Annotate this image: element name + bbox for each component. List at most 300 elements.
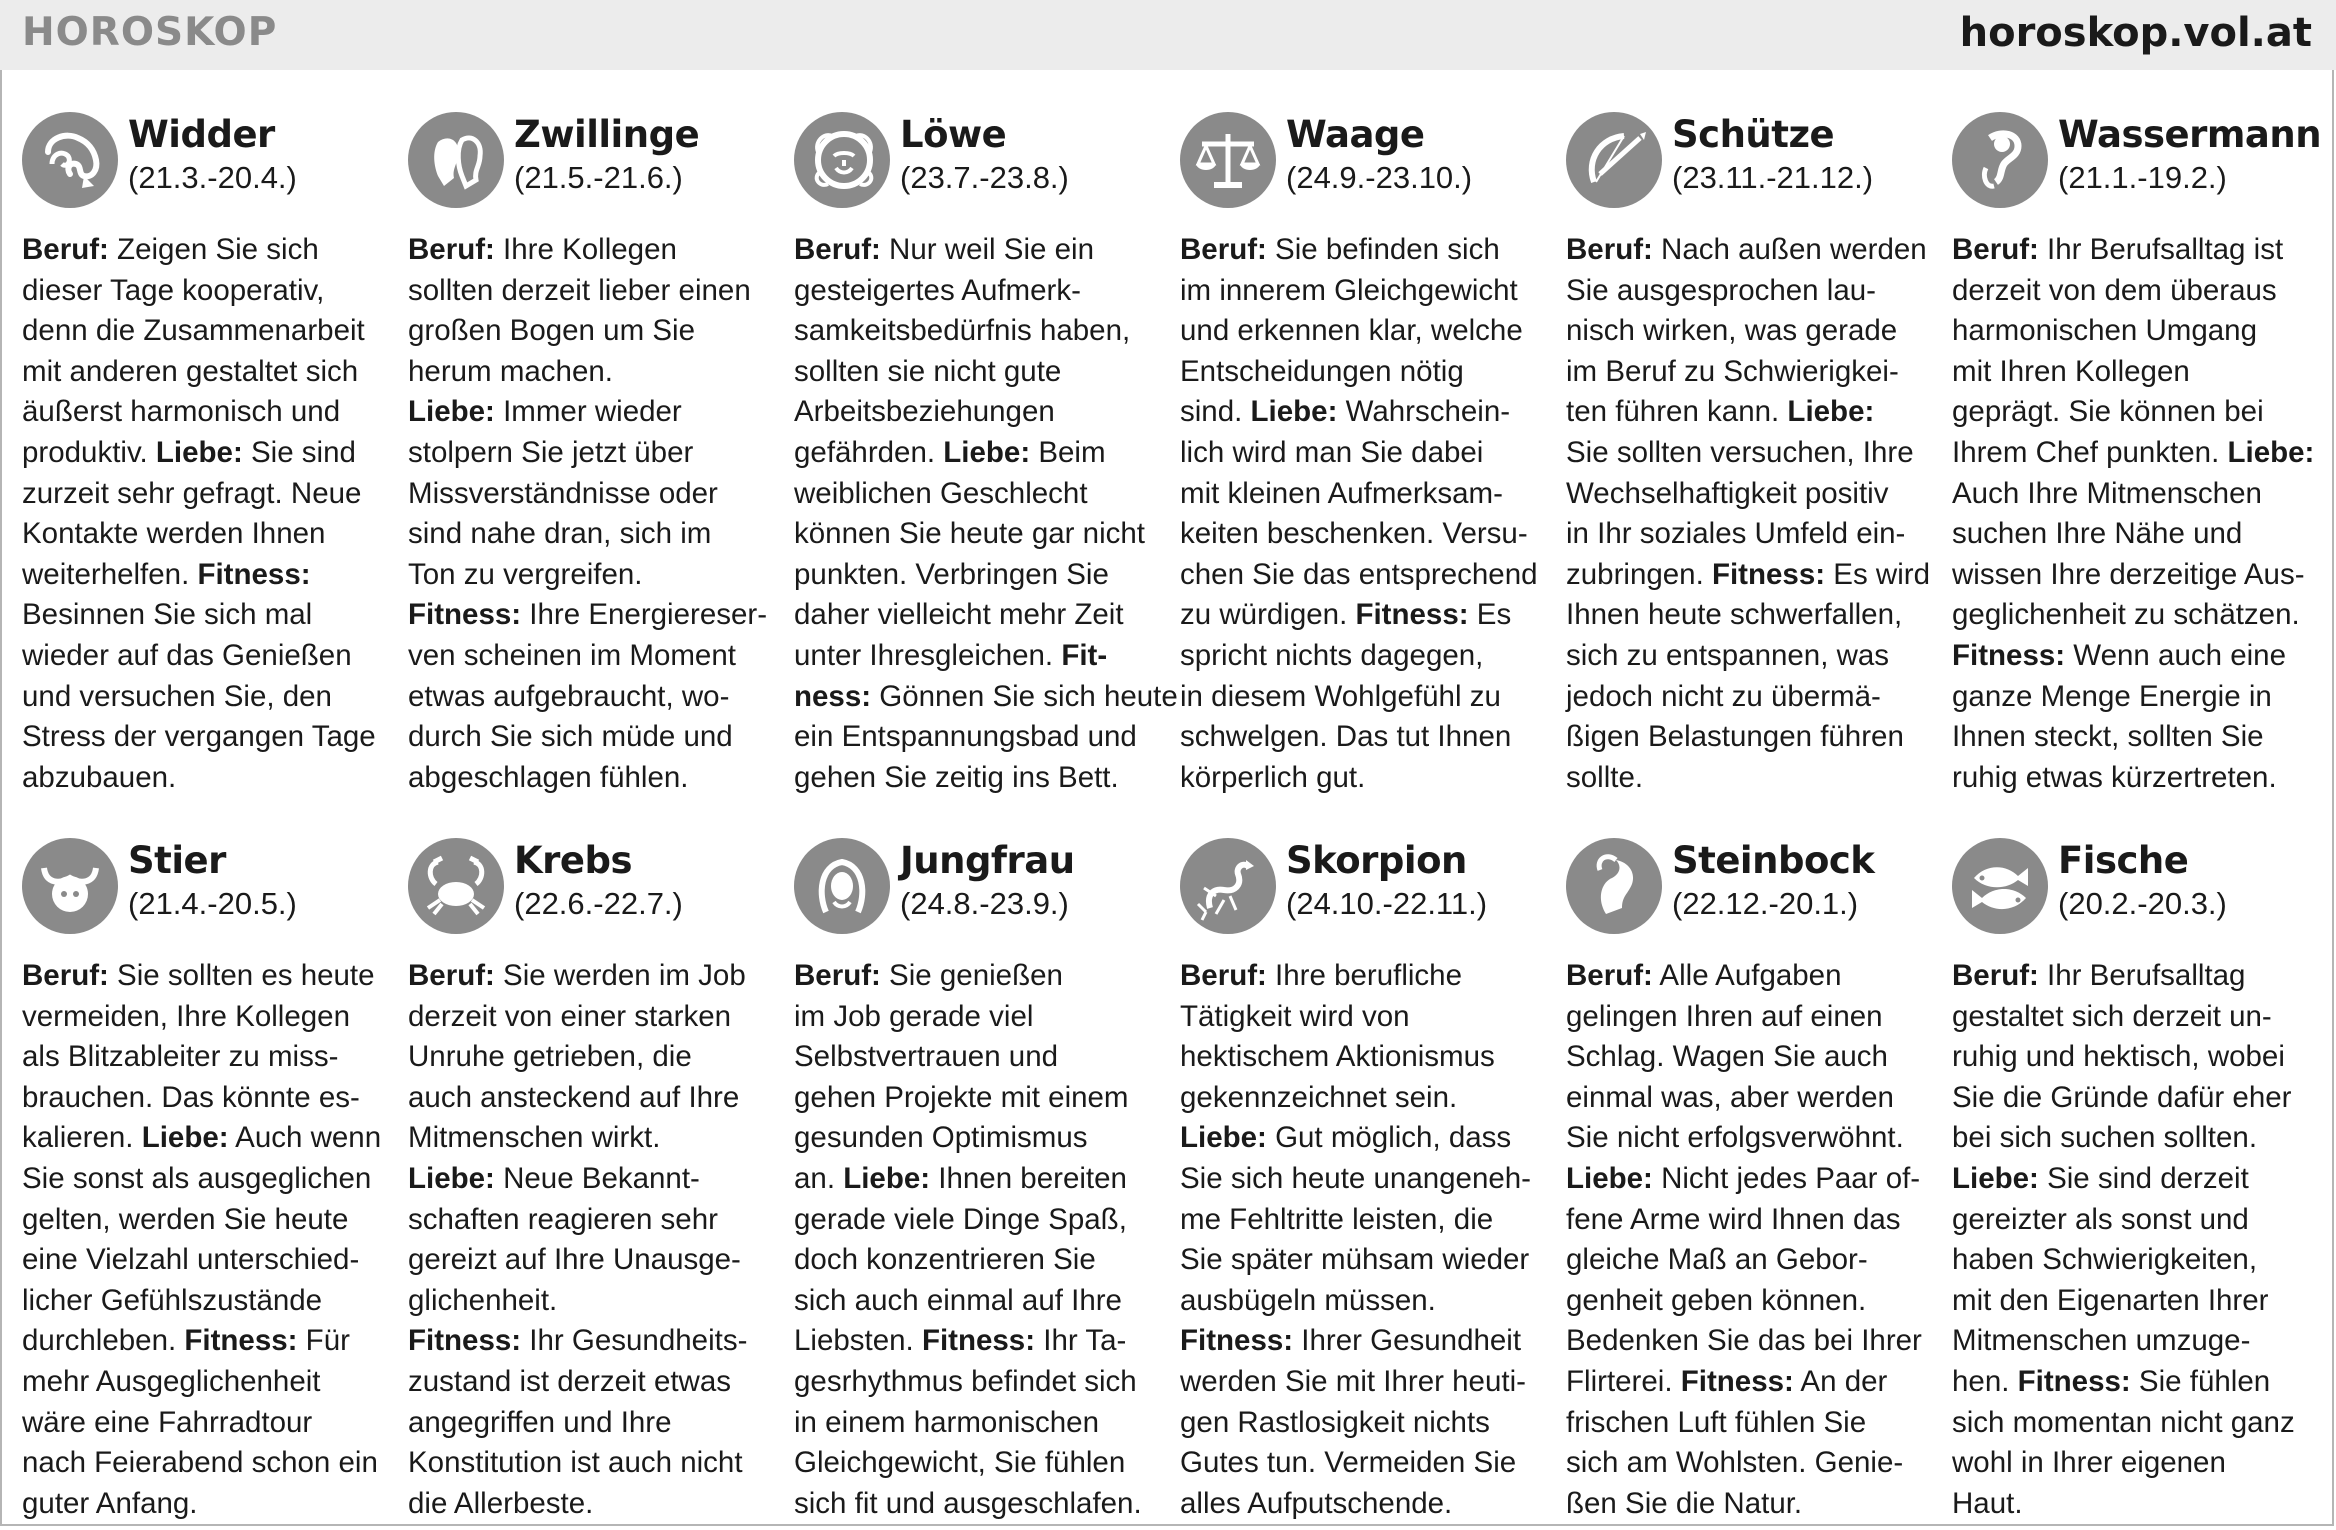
text-line <box>22 311 386 352</box>
text-segment: Es <box>1468 598 1512 632</box>
text-segment: Ihnen heute schwerfallen, <box>1566 598 1903 632</box>
text-line <box>408 758 772 799</box>
sign-name: Schütze <box>1672 113 1835 156</box>
text-segment: brauchen. Das könnte es- <box>22 1080 360 1114</box>
text-segment: einmal was, aber werden <box>1566 1080 1894 1114</box>
text-line <box>1180 717 1544 758</box>
text-segment: Ton zu vergreifen. <box>408 557 643 591</box>
text-segment: ven scheinen im Moment <box>408 638 736 672</box>
text-line <box>22 1159 386 1200</box>
page-header <box>0 0 2336 70</box>
text-segment: Sie sich heute unangeneh- <box>1180 1161 1531 1195</box>
text-line <box>22 474 386 515</box>
text-line <box>1952 1321 2316 1362</box>
text-segment: mit anderen gestaltet sich <box>22 354 359 388</box>
section-label: Liebe: <box>1952 1161 2039 1195</box>
horoscope-text <box>1180 230 1544 798</box>
text-segment: geglichenheit zu schätzen. <box>1952 598 2300 632</box>
text-line <box>408 997 772 1038</box>
text-line <box>794 1159 1158 1200</box>
text-segment: guter Anfang. <box>22 1486 198 1520</box>
text-line <box>408 1484 772 1525</box>
text-line <box>1180 1200 1544 1241</box>
page-title: HOROSKOP <box>22 10 278 55</box>
text-segment: Wenn auch eine <box>2065 638 2286 672</box>
text-line <box>794 595 1158 636</box>
text-segment: Wechselhaftigkeit positiv <box>1566 476 1889 510</box>
sign-dates: (24.10.-22.11.) <box>1286 886 1488 921</box>
text-line <box>1180 474 1544 515</box>
text-line <box>1566 1118 1930 1159</box>
text-line <box>22 230 386 271</box>
text-segment: Sie werden im Job <box>494 959 746 992</box>
text-segment: gerade viele Dinge Spaß, <box>794 1202 1127 1236</box>
text-line <box>1566 230 1930 271</box>
text-segment: spricht nichts dagegen, <box>1180 638 1484 672</box>
sign-dates: (24.9.-23.10.) <box>1286 160 1473 195</box>
text-segment: wieder auf das Genießen <box>22 638 352 672</box>
text-line <box>1180 758 1544 799</box>
text-line <box>408 352 772 393</box>
text-line <box>794 956 1158 997</box>
text-segment: Gutes tun. Vermeiden Sie <box>1180 1446 1517 1480</box>
text-line <box>1566 758 1930 799</box>
text-segment: Nicht jedes Paar of- <box>1652 1161 1921 1195</box>
section-label: Fitness: <box>1680 1364 1794 1398</box>
text-line <box>22 392 386 433</box>
text-line <box>22 636 386 677</box>
text-segment: im innerem Gleichgewicht <box>1180 273 1518 307</box>
text-line <box>1180 1321 1544 1362</box>
text-segment: Arbeitsbeziehungen <box>794 395 1055 429</box>
text-segment: haben Schwierigkeiten, <box>1952 1243 2258 1277</box>
section-label: Fitness: <box>2017 1364 2131 1398</box>
goat-icon <box>1566 838 1662 934</box>
text-segment: Gut möglich, dass <box>1266 1121 1512 1155</box>
text-segment: gelten, werden Sie heute <box>22 1202 349 1236</box>
text-line <box>1952 392 2316 433</box>
text-segment: Gönnen Sie sich heute <box>871 679 1178 713</box>
text-line <box>794 1037 1158 1078</box>
sign-name: Fische <box>2058 839 2189 882</box>
text-segment: Konstitution ist auch nicht <box>408 1446 743 1480</box>
text-segment: An der <box>1793 1364 1888 1398</box>
section-label: Beruf: <box>1566 959 1653 992</box>
text-line <box>408 1118 772 1159</box>
text-line <box>408 230 772 271</box>
text-segment: in einem harmonischen <box>794 1405 1099 1439</box>
text-line <box>408 474 772 515</box>
text-line <box>794 1200 1158 1241</box>
sign-name: Zwillinge <box>514 113 700 156</box>
horoscope-text <box>408 230 772 798</box>
text-segment: Flirterei. <box>1566 1364 1681 1398</box>
text-segment: Schlag. Wagen Sie auch <box>1566 1040 1888 1074</box>
text-segment: ein Entspannungsbad und <box>794 720 1137 754</box>
sign-dates: (20.2.-20.3.) <box>2058 886 2227 921</box>
text-segment: doch konzentrieren Sie <box>794 1243 1096 1277</box>
text-line <box>1952 717 2316 758</box>
text-segment: Auch Ihre Mitmenschen <box>1952 476 2262 510</box>
horoscope-text <box>1566 230 1930 798</box>
text-segment: körperlich gut. <box>1180 760 1366 794</box>
text-segment: Gleichgewicht, Sie fühlen <box>794 1446 1126 1480</box>
text-line <box>1566 311 1930 352</box>
text-segment: gereizter als sonst und <box>1952 1202 2249 1236</box>
section-label: Beruf: <box>1952 233 2039 266</box>
text-line <box>408 392 772 433</box>
text-line <box>794 474 1158 515</box>
text-line <box>22 1321 386 1362</box>
text-segment: zu würdigen. <box>1180 598 1356 632</box>
text-line <box>1566 1281 1930 1322</box>
text-line <box>408 677 772 718</box>
text-segment: mit den Eigenarten Ihrer <box>1952 1283 2269 1317</box>
sign-name: Waage <box>1286 113 1425 156</box>
text-segment: Bedenken Sie das bei Ihrer <box>1566 1324 1922 1358</box>
text-line <box>1952 271 2316 312</box>
section-label: Liebe: <box>843 1161 931 1195</box>
text-line <box>408 1362 772 1403</box>
text-segment: frischen Luft fühlen Sie <box>1566 1405 1867 1439</box>
text-segment: und versuchen Sie, den <box>22 679 332 713</box>
text-segment: daher vielleicht mehr Zeit <box>794 598 1124 632</box>
text-segment: wohl in Ihrer eigenen <box>1952 1446 2226 1480</box>
text-line <box>1566 514 1930 555</box>
text-segment: sich auch einmal auf Ihre <box>794 1283 1122 1317</box>
text-line <box>1180 677 1544 718</box>
text-line <box>1180 1362 1544 1403</box>
text-line <box>408 636 772 677</box>
text-line <box>22 595 386 636</box>
text-line <box>794 1321 1158 1362</box>
text-line <box>22 758 386 799</box>
text-segment: nisch wirken, was gerade <box>1566 314 1898 348</box>
text-line <box>1566 1362 1930 1403</box>
text-segment: Für <box>297 1324 350 1358</box>
text-segment: sollte. <box>1566 760 1644 794</box>
text-segment: sich zu entspannen, was <box>1566 638 1890 672</box>
fish-icon <box>1952 838 2048 934</box>
section-label: Beruf: <box>408 233 495 266</box>
text-segment: weiterhelfen. <box>22 557 198 591</box>
section-label: Beruf: <box>22 959 109 992</box>
text-segment: sich am Wohlsten. Genie- <box>1566 1446 1904 1480</box>
text-segment: derzeit von einer starken <box>408 999 732 1033</box>
section-label: Beruf: <box>1180 233 1267 266</box>
text-line <box>1952 956 2316 997</box>
text-line <box>1952 636 2316 677</box>
horoscope-text <box>22 956 386 1524</box>
section-label: Fitness: <box>921 1324 1036 1358</box>
text-segment: harmonischen Umgang <box>1952 314 2257 348</box>
text-line <box>1180 392 1544 433</box>
text-line <box>1566 1484 1930 1525</box>
text-segment: stolpern Sie jetzt über <box>408 435 694 469</box>
text-segment: zustand ist derzeit etwas <box>408 1364 732 1398</box>
text-segment: fene Arme wird Ihnen das <box>1566 1202 1901 1236</box>
text-line <box>1952 352 2316 393</box>
text-line <box>794 230 1158 271</box>
text-segment: Sie sonst als ausgeglichen <box>22 1161 372 1195</box>
text-segment: Ihr Berufsalltag <box>2038 959 2246 992</box>
text-segment: sind. <box>1180 395 1251 429</box>
text-line <box>1180 271 1544 312</box>
sign-dates: (21.3.-20.4.) <box>128 160 297 195</box>
text-line <box>1180 1281 1544 1322</box>
text-segment: sollten derzeit lieber einen <box>408 273 751 307</box>
text-line <box>408 717 772 758</box>
text-segment: großen Bogen um Sie <box>408 314 695 348</box>
text-segment: ßen Sie die Natur. <box>1566 1486 1803 1520</box>
section-label: Fitness: <box>408 1324 522 1358</box>
text-segment: zurzeit sehr gefragt. Neue <box>22 476 362 510</box>
text-segment: an. <box>794 1161 844 1195</box>
text-segment: bei sich suchen sollten. <box>1952 1121 2258 1155</box>
text-segment: Ihr Berufsalltag ist <box>2038 233 2284 266</box>
text-line <box>408 1240 772 1281</box>
text-line <box>408 271 772 312</box>
text-segment: durch Sie sich müde und <box>408 720 733 754</box>
text-segment: gekennzeichnet sein. <box>1180 1080 1458 1114</box>
text-line <box>1952 1200 2316 1241</box>
text-segment: die Allerbeste. <box>408 1486 594 1520</box>
text-line <box>408 1200 772 1241</box>
text-line <box>1566 1240 1930 1281</box>
text-line <box>1952 433 2316 474</box>
section-label: Fitness: <box>197 557 311 591</box>
text-line <box>1180 555 1544 596</box>
text-line <box>794 997 1158 1038</box>
section-label: Beruf: <box>1180 959 1267 992</box>
text-segment: kalieren. <box>22 1121 142 1155</box>
text-segment: geprägt. Sie können bei <box>1952 395 2264 429</box>
text-segment: abzubauen. <box>22 760 177 794</box>
section-label: Liebe: <box>1250 395 1338 429</box>
text-line <box>408 1037 772 1078</box>
section-label: Liebe: <box>1787 395 1875 429</box>
text-segment: gehen Projekte mit einem <box>794 1080 1129 1114</box>
scales-icon <box>1180 112 1276 208</box>
text-line <box>22 1200 386 1241</box>
text-line <box>408 311 772 352</box>
text-line <box>1566 1321 1930 1362</box>
text-line <box>1952 1281 2316 1322</box>
text-segment: Ihre Kollegen <box>494 233 677 266</box>
section-label: Liebe: <box>1180 1121 1267 1155</box>
text-line <box>408 1078 772 1119</box>
section-label: Fitness: <box>184 1324 298 1358</box>
text-segment: Sie befinden sich <box>1266 233 1500 266</box>
text-segment: im Beruf zu Schwierigkei- <box>1566 354 1899 388</box>
text-line <box>794 392 1158 433</box>
text-line <box>1952 595 2316 636</box>
text-segment: gesunden Optimismus <box>794 1121 1088 1155</box>
text-line <box>794 1078 1158 1119</box>
text-line <box>1952 514 2316 555</box>
text-segment: gesrhythmus befindet sich <box>794 1364 1137 1398</box>
text-segment: ausbügeln müssen. <box>1180 1283 1436 1317</box>
text-line <box>1952 1118 2316 1159</box>
text-segment: Sie sollten es heute <box>108 959 375 992</box>
text-line <box>794 1403 1158 1444</box>
text-segment: suchen Ihre Nähe und <box>1952 517 2243 551</box>
site-url: horoskop.vol.at <box>1959 10 2312 56</box>
text-segment: Besinnen Sie sich mal <box>22 598 313 632</box>
text-line <box>1180 514 1544 555</box>
text-line <box>1180 997 1544 1038</box>
text-line <box>22 1281 386 1322</box>
text-line <box>794 758 1158 799</box>
text-segment: Neue Bekannt- <box>494 1161 700 1195</box>
text-line <box>1566 997 1930 1038</box>
text-segment: Mitmenschen umzuge- <box>1952 1324 2251 1358</box>
text-segment: Unruhe getrieben, die <box>408 1040 692 1074</box>
sign-dates: (22.12.-20.1.) <box>1672 886 1859 921</box>
text-segment: Mitmenschen wirkt. <box>408 1121 661 1155</box>
text-line <box>1952 1403 2316 1444</box>
text-line <box>408 433 772 474</box>
text-line <box>408 956 772 997</box>
section-label: Beruf: <box>794 233 881 266</box>
text-segment: im Job gerade viel <box>794 999 1034 1033</box>
text-segment: alles Aufputschende. <box>1180 1486 1453 1520</box>
text-segment: und erkennen klar, welche <box>1180 314 1523 348</box>
text-line <box>794 1118 1158 1159</box>
text-line <box>22 1078 386 1119</box>
text-segment: Ihr Ta- <box>1035 1324 1127 1358</box>
text-segment: eine Vielzahl unterschied- <box>22 1243 360 1277</box>
text-segment: Zeigen Sie sich <box>108 233 319 266</box>
text-segment: Sie die Gründe dafür eher <box>1952 1080 2292 1114</box>
text-segment: Sie genießen <box>880 959 1063 992</box>
text-segment: schwelgen. Das tut Ihnen <box>1180 720 1512 754</box>
text-line <box>1180 1484 1544 1525</box>
sign-dates: (23.11.-21.12.) <box>1672 160 1874 195</box>
archer-icon <box>1566 112 1662 208</box>
text-line <box>794 1484 1158 1525</box>
sign-name: Stier <box>128 839 226 882</box>
text-segment: gelingen Ihren auf einen <box>1566 999 1883 1033</box>
text-line <box>1952 230 2316 271</box>
section-label: Fitness: <box>408 598 522 632</box>
text-segment: sind nahe dran, sich im <box>408 517 712 551</box>
text-segment: Nur weil Sie ein <box>880 233 1094 266</box>
text-line <box>1180 1159 1544 1200</box>
text-segment: werden Sie mit Ihrer heuti- <box>1180 1364 1526 1398</box>
text-segment: wäre eine Fahrradtour <box>22 1405 313 1439</box>
text-segment: in diesem Wohlgefühl zu <box>1180 679 1501 713</box>
sign-name: Skorpion <box>1286 839 1467 882</box>
text-line <box>1952 474 2316 515</box>
section-label: Fitness: <box>1711 557 1826 591</box>
sign-name: Jungfrau <box>900 839 1075 882</box>
text-line <box>408 514 772 555</box>
horoscope-text <box>22 230 386 798</box>
text-segment: können Sie heute gar nicht <box>794 517 1145 551</box>
text-line <box>22 514 386 555</box>
text-line <box>1952 1037 2316 1078</box>
text-line <box>1952 1240 2316 1281</box>
text-segment: durchleben. <box>22 1324 185 1358</box>
text-segment: gleiche Maß an Gebor- <box>1566 1243 1868 1277</box>
text-line <box>1952 311 2316 352</box>
section-label: Beruf: <box>408 959 495 992</box>
section-label: Liebe: <box>408 1161 495 1195</box>
section-label: Liebe: <box>141 1121 229 1155</box>
text-line <box>1566 595 1930 636</box>
text-line <box>1566 433 1930 474</box>
text-segment: etwas aufgebraucht, wo- <box>408 679 730 713</box>
text-segment: als Blitzableiter zu miss- <box>22 1040 339 1074</box>
text-segment: Ihr Gesundheits- <box>521 1324 748 1358</box>
text-segment: jedoch nicht zu übermä- <box>1566 679 1881 713</box>
twins-icon <box>408 112 504 208</box>
text-segment: ßigen Belastungen führen <box>1566 720 1904 754</box>
text-segment: gen Rastlosigkeit nichts <box>1180 1405 1490 1439</box>
text-segment: dieser Tage kooperativ, <box>22 273 325 307</box>
horoscope-text <box>1180 956 1544 1524</box>
section-label: Beruf: <box>1566 233 1653 266</box>
text-line <box>1566 717 1930 758</box>
text-line <box>1566 271 1930 312</box>
text-line <box>22 352 386 393</box>
text-line <box>22 1484 386 1525</box>
text-line <box>794 1443 1158 1484</box>
water-bearer-icon <box>1952 112 2048 208</box>
sign-name: Steinbock <box>1672 839 1875 882</box>
text-segment: hektischem Aktionismus <box>1180 1040 1495 1074</box>
text-line <box>22 433 386 474</box>
text-line <box>794 717 1158 758</box>
text-segment: Beim <box>1030 435 1106 469</box>
text-line <box>1952 1078 2316 1119</box>
text-line <box>794 271 1158 312</box>
text-segment: Sie nicht erfolgsverwöhnt. <box>1566 1121 1904 1155</box>
text-line <box>22 997 386 1038</box>
text-line <box>794 514 1158 555</box>
text-line <box>794 1362 1158 1403</box>
text-line <box>1180 1403 1544 1444</box>
text-line <box>22 1118 386 1159</box>
horoscope-text <box>794 956 1158 1524</box>
text-segment: mehr Ausgeglichenheit <box>22 1364 321 1398</box>
text-segment: Es wird <box>1825 557 1930 591</box>
text-segment: ten führen kann. <box>1566 395 1788 429</box>
text-line <box>1180 433 1544 474</box>
text-line <box>1952 1443 2316 1484</box>
text-line <box>1952 677 2316 718</box>
text-line <box>408 1321 772 1362</box>
text-segment: abgeschlagen fühlen. <box>408 760 689 794</box>
text-segment: gehen Sie zeitig ins Bett. <box>794 760 1119 794</box>
text-line <box>1180 956 1544 997</box>
text-segment: zubringen. <box>1566 557 1712 591</box>
text-line <box>22 1362 386 1403</box>
text-line <box>22 1240 386 1281</box>
text-segment: angegriffen und Ihre <box>408 1405 672 1439</box>
section-label: Liebe: <box>2227 435 2315 469</box>
sign-name: Wassermann <box>2058 113 2322 156</box>
horoscope-text <box>1566 956 1930 1524</box>
horoscope-text <box>1952 230 2316 798</box>
ram-icon <box>22 112 118 208</box>
text-segment: vermeiden, Ihre Kollegen <box>22 999 350 1033</box>
text-segment: Missverständnisse oder <box>408 476 718 510</box>
text-line <box>22 677 386 718</box>
text-segment: samkeitsbedürfnis haben, <box>794 314 1131 348</box>
section-label: Liebe: <box>155 435 243 469</box>
